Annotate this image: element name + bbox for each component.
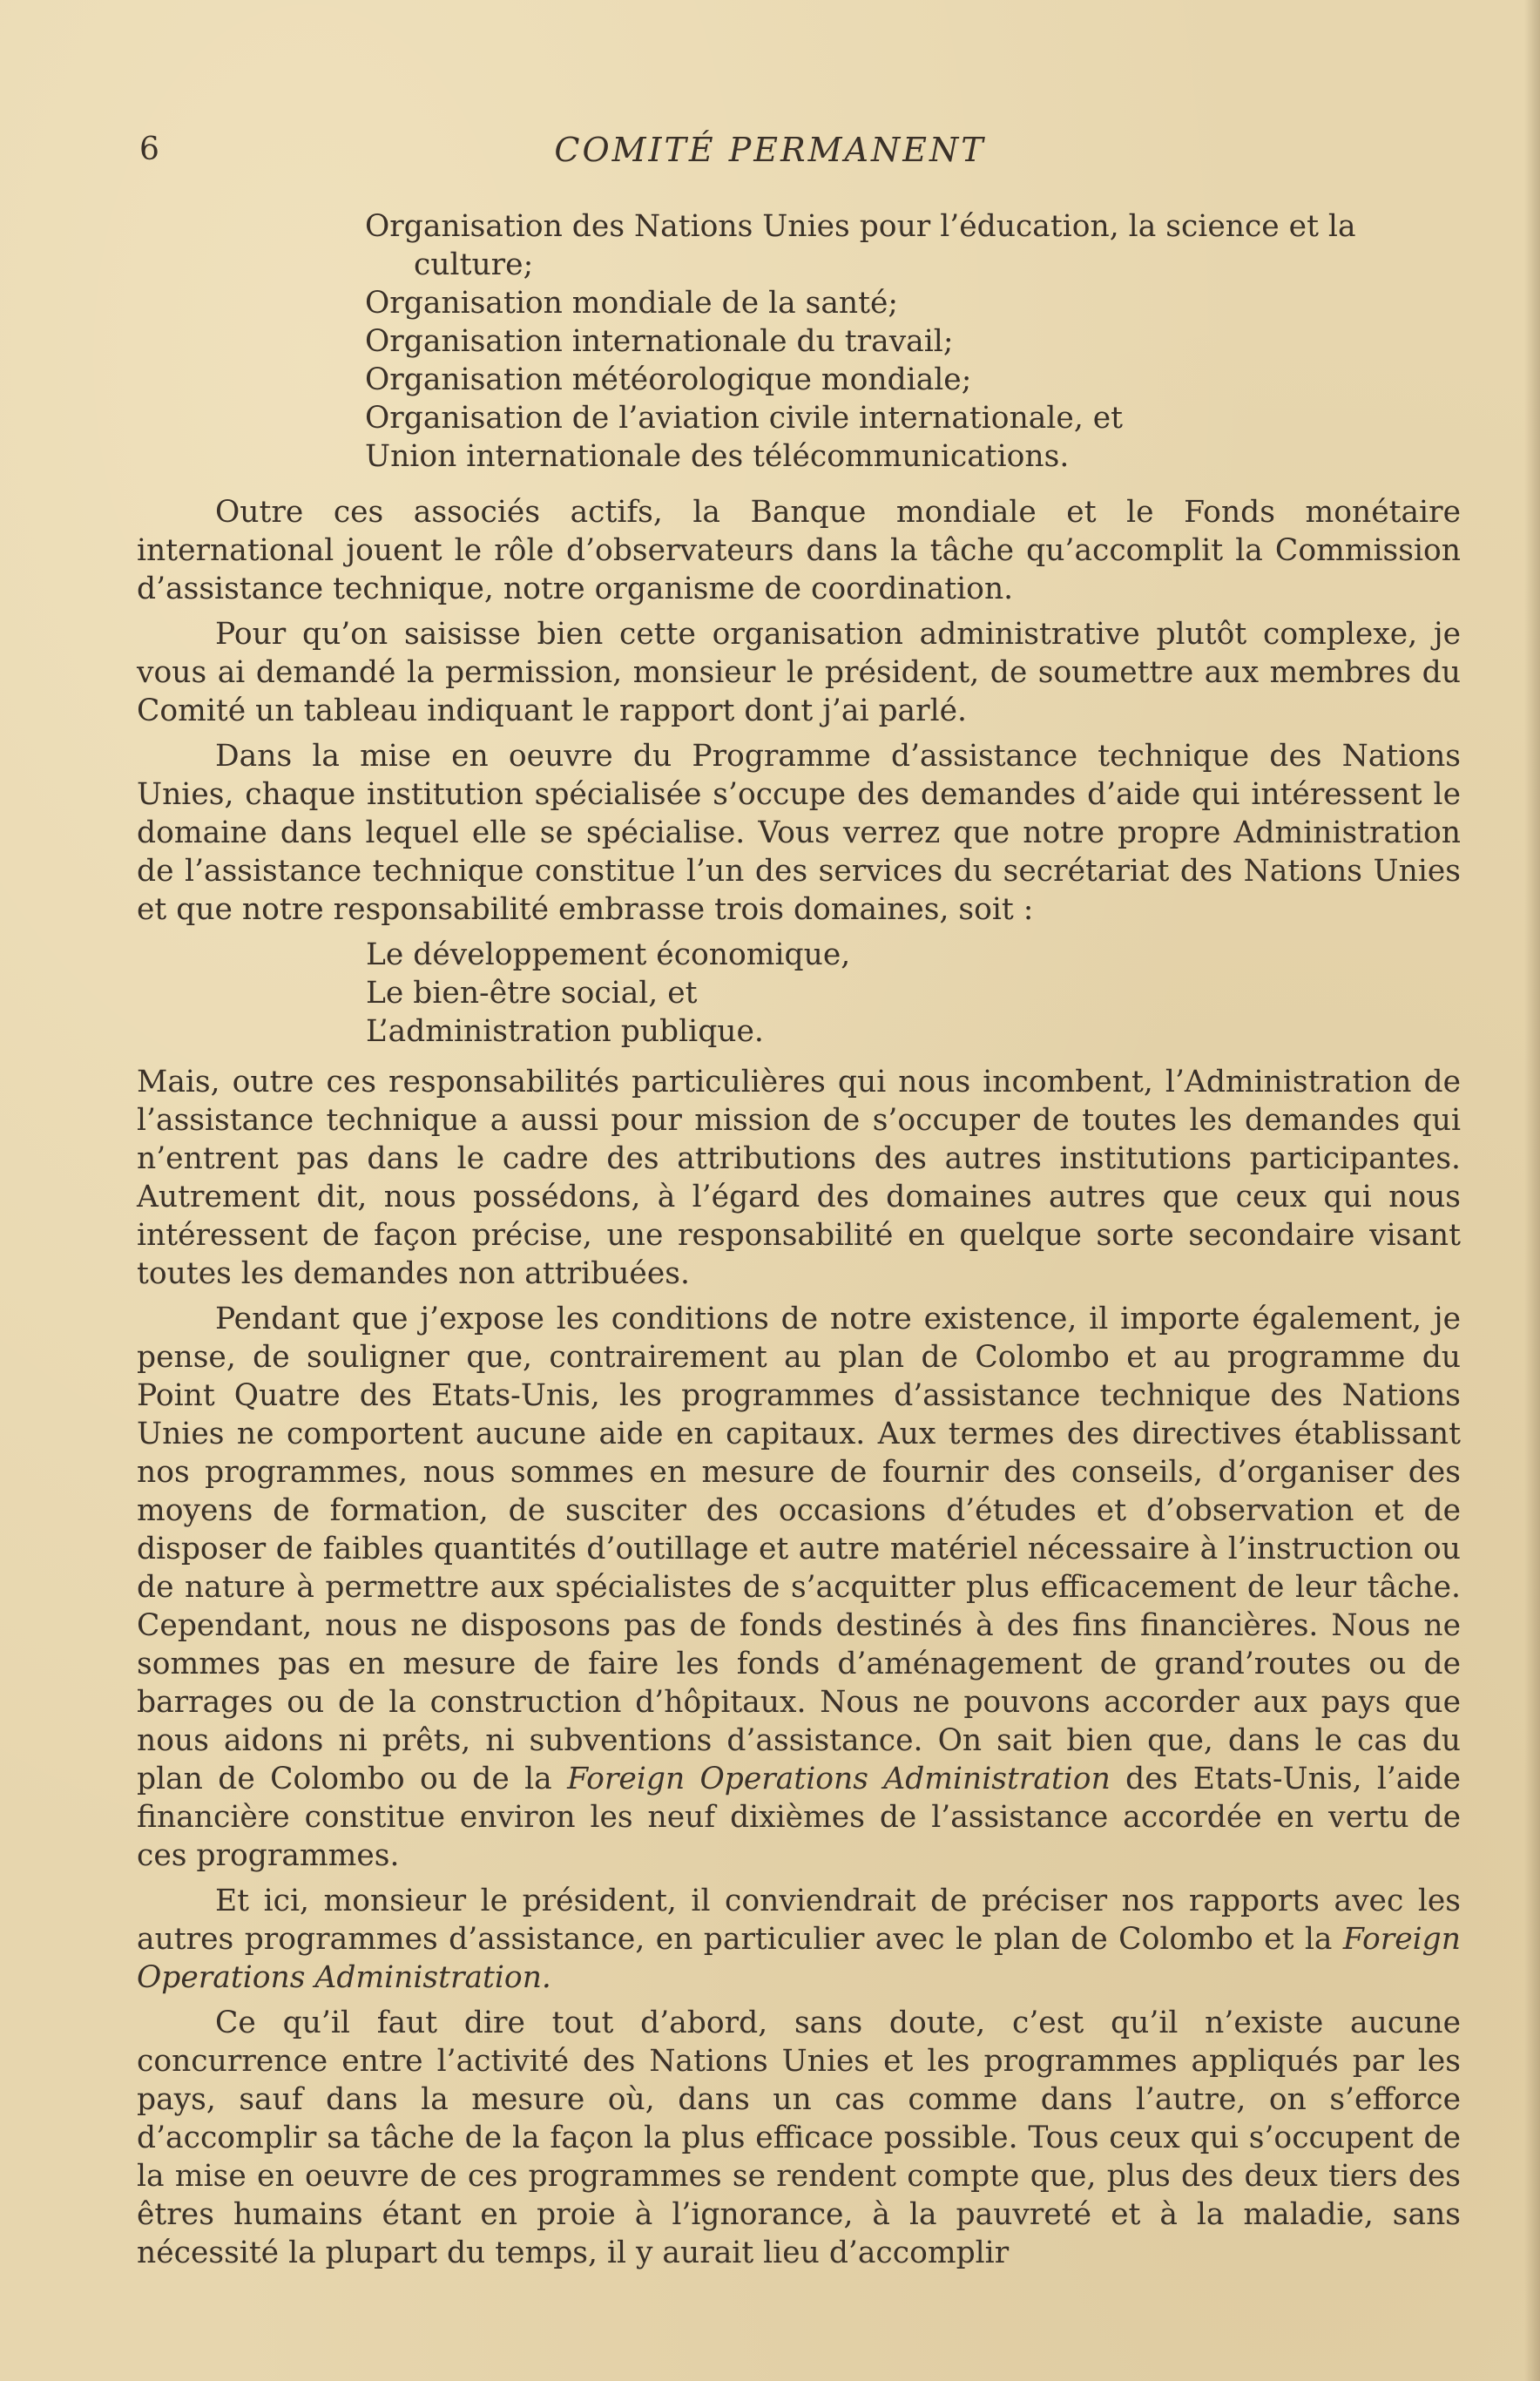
organisations-list	[365, 207, 1461, 476]
list-item: Organisation météorologique mondiale;	[365, 362, 972, 397]
text-run: des Etats-Unis, l’aide financière constitue environ les neuf dixièmes de l’assistance accordée en vertu de ces programmes.	[137, 1762, 1461, 1873]
list-item: L’administration publique.	[366, 1014, 764, 1049]
page-edge-shadow	[1524, 0, 1540, 2381]
text-run: Et ici, monsieur le président, il conviendrait de préciser nos rapports avec les autres programmes d’assistance, en particulier avec le plan de Colombo et la	[137, 1884, 1461, 1957]
list-item: Organisation mondiale de la santé;	[365, 286, 899, 321]
list-item: Le développement économique,	[366, 937, 851, 972]
italic-text: Foreign Operations Administration	[567, 1762, 1111, 1796]
list-item: Organisation des Nations Unies pour l’éducation, la science et la culture;	[365, 209, 1356, 282]
paragraph-organisation: Pour qu’on saisisse bien cette organisation administrative plutôt complexe, je vous ai demandé la permission, monsieur le président, de soumettre aux membres du Comité un tableau indiquant le rapport dont j’ai parlé.	[137, 617, 1461, 728]
paragraph-programme: Dans la mise en oeuvre du Programme d’assistance technique des Nations Unies, chaque institution spécialisée s’occupe des demandes d’aide qui intéressent le domaine dans lequel elle se spécialise. Vous verrez que notre propre Administration de l’assistance technique constitue l’un des services du secrétariat des Nations Unies et que notre responsabilité embrasse trois domaines, soit :	[137, 739, 1461, 927]
page-body	[137, 207, 1461, 2279]
paragraph-responsabilites: Mais, outre ces responsabilités particulières qui nous incombent, l’Administration de l’assistance technique a aussi pour mission de s’occuper de toutes les demandes qui n’entrent pas dans le cadre des attributions des autres institutions participantes. Autrement dit, nous possédons, à l’égard des domaines autres que ceux qui nous intéressent de façon précise, une responsabilité en quelque sorte secondaire visant toutes les demandes non attribuées.	[137, 1065, 1461, 1291]
running-title: COMITÉ PERMANENT	[554, 131, 986, 169]
list-item: Organisation de l’aviation civile internationale, et	[365, 401, 1124, 436]
list-item: Organisation internationale du travail;	[365, 324, 954, 359]
paragraph-observateurs: Outre ces associés actifs, la Banque mondiale et le Fonds monétaire international jouent le rôle d’observateurs dans la tâche qu’accomplit la Commission d’assistance technique, notre organisme de coordination.	[137, 495, 1461, 606]
paragraph-concurrence: Ce qu’il faut dire tout d’abord, sans doute, c’est qu’il n’existe aucune concurrence entre l’activité des Nations Unies et les programmes appliqués par les pays, sauf dans la mesure où, dans un cas comme dans l’autre, on s’efforce d’accomplir sa tâche de la façon la plus efficace possible. Tous ceux qui s’occupent de la mise en oeuvre de ces programmes se rendent compte que, plus des deux tiers des êtres humains étant en proie à l’ignorance, à la pauvreté et à la maladie, sans nécessité la plupart du temps, il y aurait lieu d’accomplir	[137, 2006, 1461, 2270]
paragraph-rapports	[137, 1882, 1461, 1997]
italic-text: Foreign Operations Administration.	[137, 1922, 1461, 1995]
page-number: 6	[139, 132, 159, 167]
page-header	[0, 129, 1540, 172]
list-item: Union internationale des télécommunications.	[365, 439, 1070, 474]
text-run: Pendant que j’expose les conditions de notre existence, il importe également, je pense, de souligner que, contrairement au plan de Colombo et au programme du Point Quatre des Etats-Unis, les programmes d’assistance technique des Nations Unies ne comportent aucune aide en capitaux. Aux termes des directives établissant nos programmes, nous sommes en mesure de fournir des conseils, d’organiser des moyens de formation, de susciter des occasions d’études et d’observation et de disposer de faibles quantités d’outillage et autre matériel nécessaire à l’instruction ou de nature à permettre aux spécialistes de s’acquitter plus efficacement de leur tâche. Cependant, nous ne disposons pas de fonds destinés à des fins financières. Nous ne sommes pas en mesure de faire les fonds d’aménagement de grand’routes ou de barrages ou de la construction d’hôpitaux. Nous ne pouvons accorder aux pays que nous aidons ni prêts, ni subventions d’assistance. On sait bien que, dans le cas du plan de Colombo ou de la	[137, 1302, 1461, 1796]
paragraph-capitaux	[137, 1300, 1461, 1875]
domaines-list	[366, 936, 1461, 1051]
list-item: Le bien-être social, et	[366, 976, 698, 1011]
